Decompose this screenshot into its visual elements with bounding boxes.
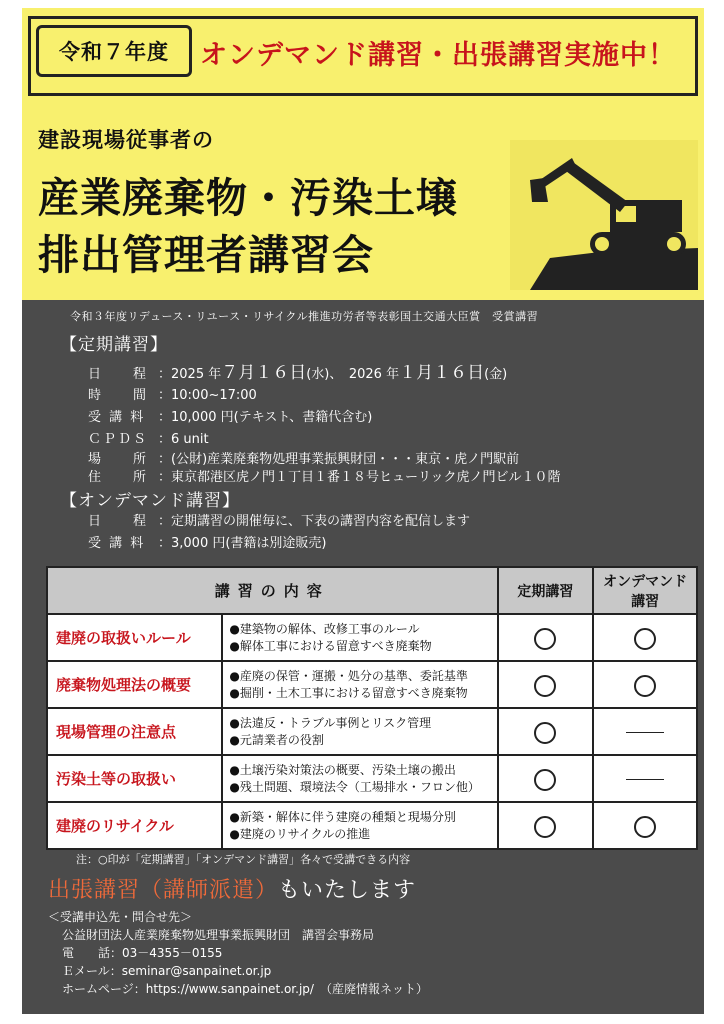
table-row: [47, 614, 697, 661]
contact-phone-row: [62, 944, 222, 961]
regular-fee-row: [88, 406, 372, 425]
regular-address-value: ：東京都港区虎ノ門１丁目１番１８号ヒューリック虎ノ門ビル１０階: [158, 470, 561, 485]
row-description: [222, 708, 497, 755]
desc-line: ●残土問題、環境法令（工場排水・フロン他）: [229, 779, 480, 794]
regular-place-value: ：(公財)産業廃棄物処理事業振興財団・・・東京・虎ノ門駅前: [158, 452, 520, 467]
row-category: 現場管理の注意点: [47, 708, 222, 755]
contact-web-row: [62, 980, 428, 997]
regular-fee-value: ：10,000 円(テキスト、書籍代含む): [158, 410, 373, 425]
row-description: [222, 755, 497, 802]
header-content: 講習の内容: [47, 567, 498, 614]
excavator-icon: [510, 140, 698, 290]
desc-line: ●元請業者の役割: [229, 732, 324, 747]
fiscal-year-badge: 令和７年度: [36, 25, 192, 77]
regular-mark: [498, 661, 594, 708]
table-note: 注：○印が「定期講習」「オンデマンド講習」各々で受講できる内容: [76, 853, 411, 866]
desc-line: ●産廃の保管・運搬・処分の基準、委託基準: [229, 668, 468, 683]
regular-time-row: [88, 384, 257, 403]
ondemand-mark: [593, 708, 697, 755]
ondemand-mark: [593, 755, 697, 802]
desc-line: ●解体工事における留意すべき廃棄物: [229, 638, 432, 653]
regular-address-row: [88, 466, 560, 485]
banner-headline: オンデマンド講習・出張講習実施中！: [200, 40, 676, 71]
contact-heading: ＜受講申込先・問合せ先＞: [48, 910, 193, 924]
header-ondemand: オンデマンド講習: [593, 567, 697, 614]
ondemand-fee-row: [88, 532, 327, 551]
regular-mark: [498, 755, 594, 802]
regular-cpds-value: ：6 unit: [158, 432, 209, 447]
award-text: 令和３年度リデュース・リユース・リサイクル推進功労者等表彰国土交通大臣賞 受賞講習: [70, 310, 539, 323]
regular-time-label: 時 間: [88, 388, 149, 403]
regular-time-value: ：10:00~17:00: [158, 388, 257, 403]
circle-icon: [534, 675, 556, 697]
dispatch-red-text: 出張講習（講師派遣）: [48, 878, 279, 903]
row-category: 廃棄物処理法の概要: [47, 661, 222, 708]
desc-line: ●新築・解体に伴う建廃の種類と現場分別: [229, 809, 456, 824]
regular-place-label: 場 所: [88, 452, 149, 467]
phone-label: 電 話：: [62, 946, 123, 960]
desc-line: ●法違反・トラブル事例とリスク管理: [229, 715, 432, 730]
dispatch-notice: [48, 873, 416, 904]
dash-icon: [626, 779, 664, 780]
row-description: [222, 614, 497, 661]
row-description: [222, 661, 497, 708]
circle-icon: [534, 722, 556, 744]
regular-cpds-row: [88, 428, 209, 447]
contact-email-row: [62, 962, 271, 979]
regular-date-row: [88, 358, 507, 383]
circle-icon: [634, 628, 656, 650]
regular-date-c: (金): [484, 367, 508, 382]
regular-mark: [498, 708, 594, 755]
ondemand-fee-value: ：3,000 円(書籍は別途販売): [158, 536, 327, 551]
regular-date-label: 日 程: [88, 367, 149, 382]
ondemand-date-value: ：定期講習の開催毎に、下表の講習内容を配信します: [158, 514, 471, 529]
regular-date-a: ：2025 年: [158, 367, 222, 382]
web-note: （産廃情報ネット）: [325, 982, 428, 996]
row-category: 建廃のリサイクル: [47, 802, 222, 849]
table-row: [47, 661, 697, 708]
row-category: 汚染土等の取扱い: [47, 755, 222, 802]
subtitle: 建設現場従事者の: [38, 128, 214, 152]
circle-icon: [634, 816, 656, 838]
ondemand-date-row: [88, 510, 470, 529]
desc-line: ●掘削・土木工事における留意すべき廃棄物: [229, 685, 468, 700]
title-line-2: 排出管理者講習会: [38, 231, 374, 279]
circle-icon: [534, 628, 556, 650]
regular-cpds-label: ＣＰＤＳ: [88, 432, 149, 447]
table-header-row: [47, 567, 697, 614]
ondemand-mark: [593, 661, 697, 708]
table-row: [47, 755, 697, 802]
circle-icon: [534, 816, 556, 838]
regular-mark: [498, 802, 594, 849]
phone-value[interactable]: 03－4355－0155: [122, 946, 223, 960]
desc-line: ●建築物の解体、改修工事のルール: [229, 621, 420, 636]
table-row: [47, 802, 697, 849]
title-line-1: 産業廃棄物・汚染土壌: [38, 174, 458, 222]
row-description: [222, 802, 497, 849]
header-regular: 定期講習: [498, 567, 594, 614]
regular-place-row: [88, 448, 519, 467]
course-table: [46, 566, 698, 850]
ondemand-mark: [593, 614, 697, 661]
contact-org: 公益財団法人産業廃棄物処理事業振興財団 講習会事務局: [62, 928, 375, 942]
dash-icon: [626, 732, 664, 733]
row-category: 建廃の取扱いルール: [47, 614, 222, 661]
regular-heading: 【定期講習】: [60, 335, 168, 355]
circle-icon: [634, 675, 656, 697]
web-link[interactable]: https://www.sanpainet.or.jp/: [145, 982, 314, 996]
desc-line: ●建廃のリサイクルの推進: [229, 826, 371, 841]
circle-icon: [534, 769, 556, 791]
regular-fee-label: 受 講 料: [88, 410, 146, 425]
regular-address-label: 住 所: [88, 470, 149, 485]
email-label: Ｅメール：: [62, 964, 122, 978]
desc-line: ●土壌汚染対策法の概要、汚染土壌の搬出: [229, 762, 456, 777]
ondemand-mark: [593, 802, 697, 849]
regular-date-big-b: １月１６日: [399, 363, 485, 383]
table-row: [47, 708, 697, 755]
regular-mark: [498, 614, 594, 661]
ondemand-fee-label: 受 講 料: [88, 536, 146, 551]
dispatch-white-text: もいたします: [278, 878, 417, 903]
regular-date-big-a: ７月１６日: [221, 363, 307, 383]
ondemand-date-label: 日 程: [88, 514, 149, 529]
web-label: ホームページ：: [62, 982, 146, 996]
ondemand-heading: 【オンデマンド講習】: [60, 491, 240, 511]
regular-date-b: (水)、 2026 年: [306, 367, 400, 382]
email-link[interactable]: seminar@sanpainet.or.jp: [121, 964, 272, 978]
